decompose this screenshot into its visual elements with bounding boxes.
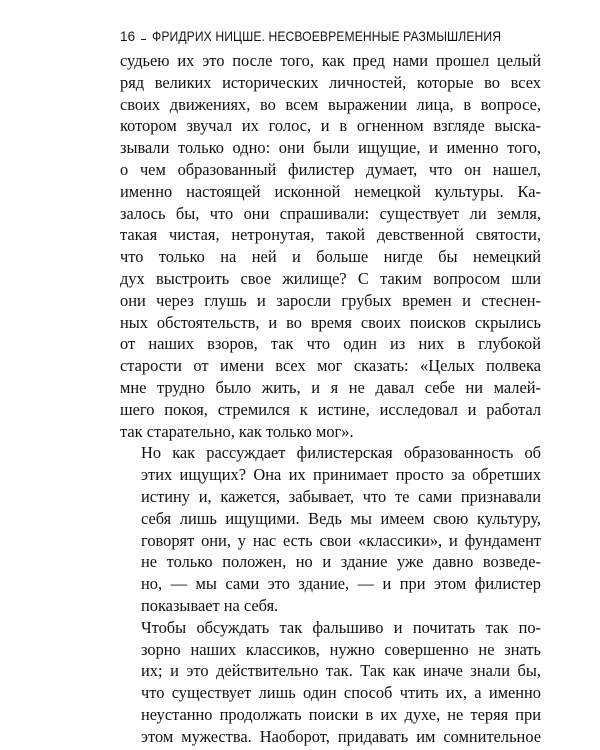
- text-line: своих движениях, во всем выражении лица, в вопросе,: [120, 94, 541, 114]
- text-line: не только положен, но и здание уже давно возведе-: [141, 552, 541, 572]
- text-line: от наших взоров, так что один из них в глубокой: [120, 334, 541, 354]
- text-line: неустанно продолжать поиски в их духе, не теряя при: [141, 704, 541, 724]
- text-line: этих ищущих? Она их принимает просто за обретших: [141, 465, 541, 485]
- text-line: зорно наших классиков, нужно совершенно не знать: [141, 639, 541, 659]
- text-line: Но как рассуждает филистерская образованность об: [141, 443, 541, 463]
- text-line: залось бы, что они спрашивали: существует ли земля,: [120, 203, 541, 223]
- text-line: Чтобы обсуждать так фальшиво и почитать так по-: [141, 617, 541, 637]
- text-line: именно настоящей исконной немецкой культуры. Ка-: [120, 181, 541, 201]
- text-line: мне трудно было жить, и я не давал себе ни малей-: [120, 377, 541, 397]
- text-line: ряд великих исторических личностей, которые во всех: [120, 72, 541, 92]
- header-rule: [141, 39, 146, 40]
- text-line: ных обстоятельств, и во время своих поисков скрылись: [120, 312, 541, 332]
- paragraph-1: [120, 50, 541, 442]
- running-head: [120, 20, 540, 44]
- text-line: шего покоя, стремился к истине, исследовал и работал: [120, 399, 541, 419]
- text-line: этом мужества. Наоборот, придавать им сомнительное: [141, 726, 541, 746]
- paragraph-2: [120, 442, 541, 616]
- text-line: судьею их это после того, как пред нами прошел целый: [120, 51, 541, 70]
- text-line: такая чистая, нетронутая, такой девственной святости,: [120, 225, 541, 245]
- text-line: старости от имени всех мог сказать: «Целых полвека: [120, 356, 541, 376]
- text-line: дух выстроить свое жилище? С таким вопросом шли: [120, 268, 541, 288]
- text-line: о чем образованный филистер думает, что он нашел,: [120, 159, 541, 179]
- paragraph-3: [120, 617, 541, 748]
- text-line: но, — мы сами это здание, — и при этом филистер: [141, 574, 541, 594]
- text-line: котором звучал их голос, и в огненном взгляде выска-: [120, 116, 541, 136]
- text-line: они через глушь и заросли грубых времен и стеснен-: [120, 290, 541, 310]
- text-line: что только на ней и больше нигде бы немецкий: [120, 247, 541, 267]
- running-title: ФРИДРИХ НИЦШЕ. НЕСВОЕВРЕМЕННЫЕ РАЗМЫШЛЕНИЯ: [152, 29, 502, 44]
- text-line: истину и, кажется, забывает, что те сами признавали: [141, 486, 541, 506]
- page-number: 16: [120, 29, 136, 44]
- text-line: говорят они, у нас есть свои «классики», и фундамент: [141, 530, 541, 550]
- text-line: себя лишь ищущими. Ведь мы имеем свою культуру,: [141, 508, 541, 528]
- body-text: [120, 50, 541, 748]
- text-line: показывает на себя.: [141, 595, 279, 615]
- text-line: что существует лишь один способ чтить их, а именно: [141, 683, 541, 703]
- text-line: их; и это действительно так. Так как иначе знали бы,: [141, 661, 541, 681]
- text-line: так старательно, как только мог».: [120, 421, 354, 441]
- text-line: зывали только одно: они были ищущие, и именно того,: [120, 138, 541, 158]
